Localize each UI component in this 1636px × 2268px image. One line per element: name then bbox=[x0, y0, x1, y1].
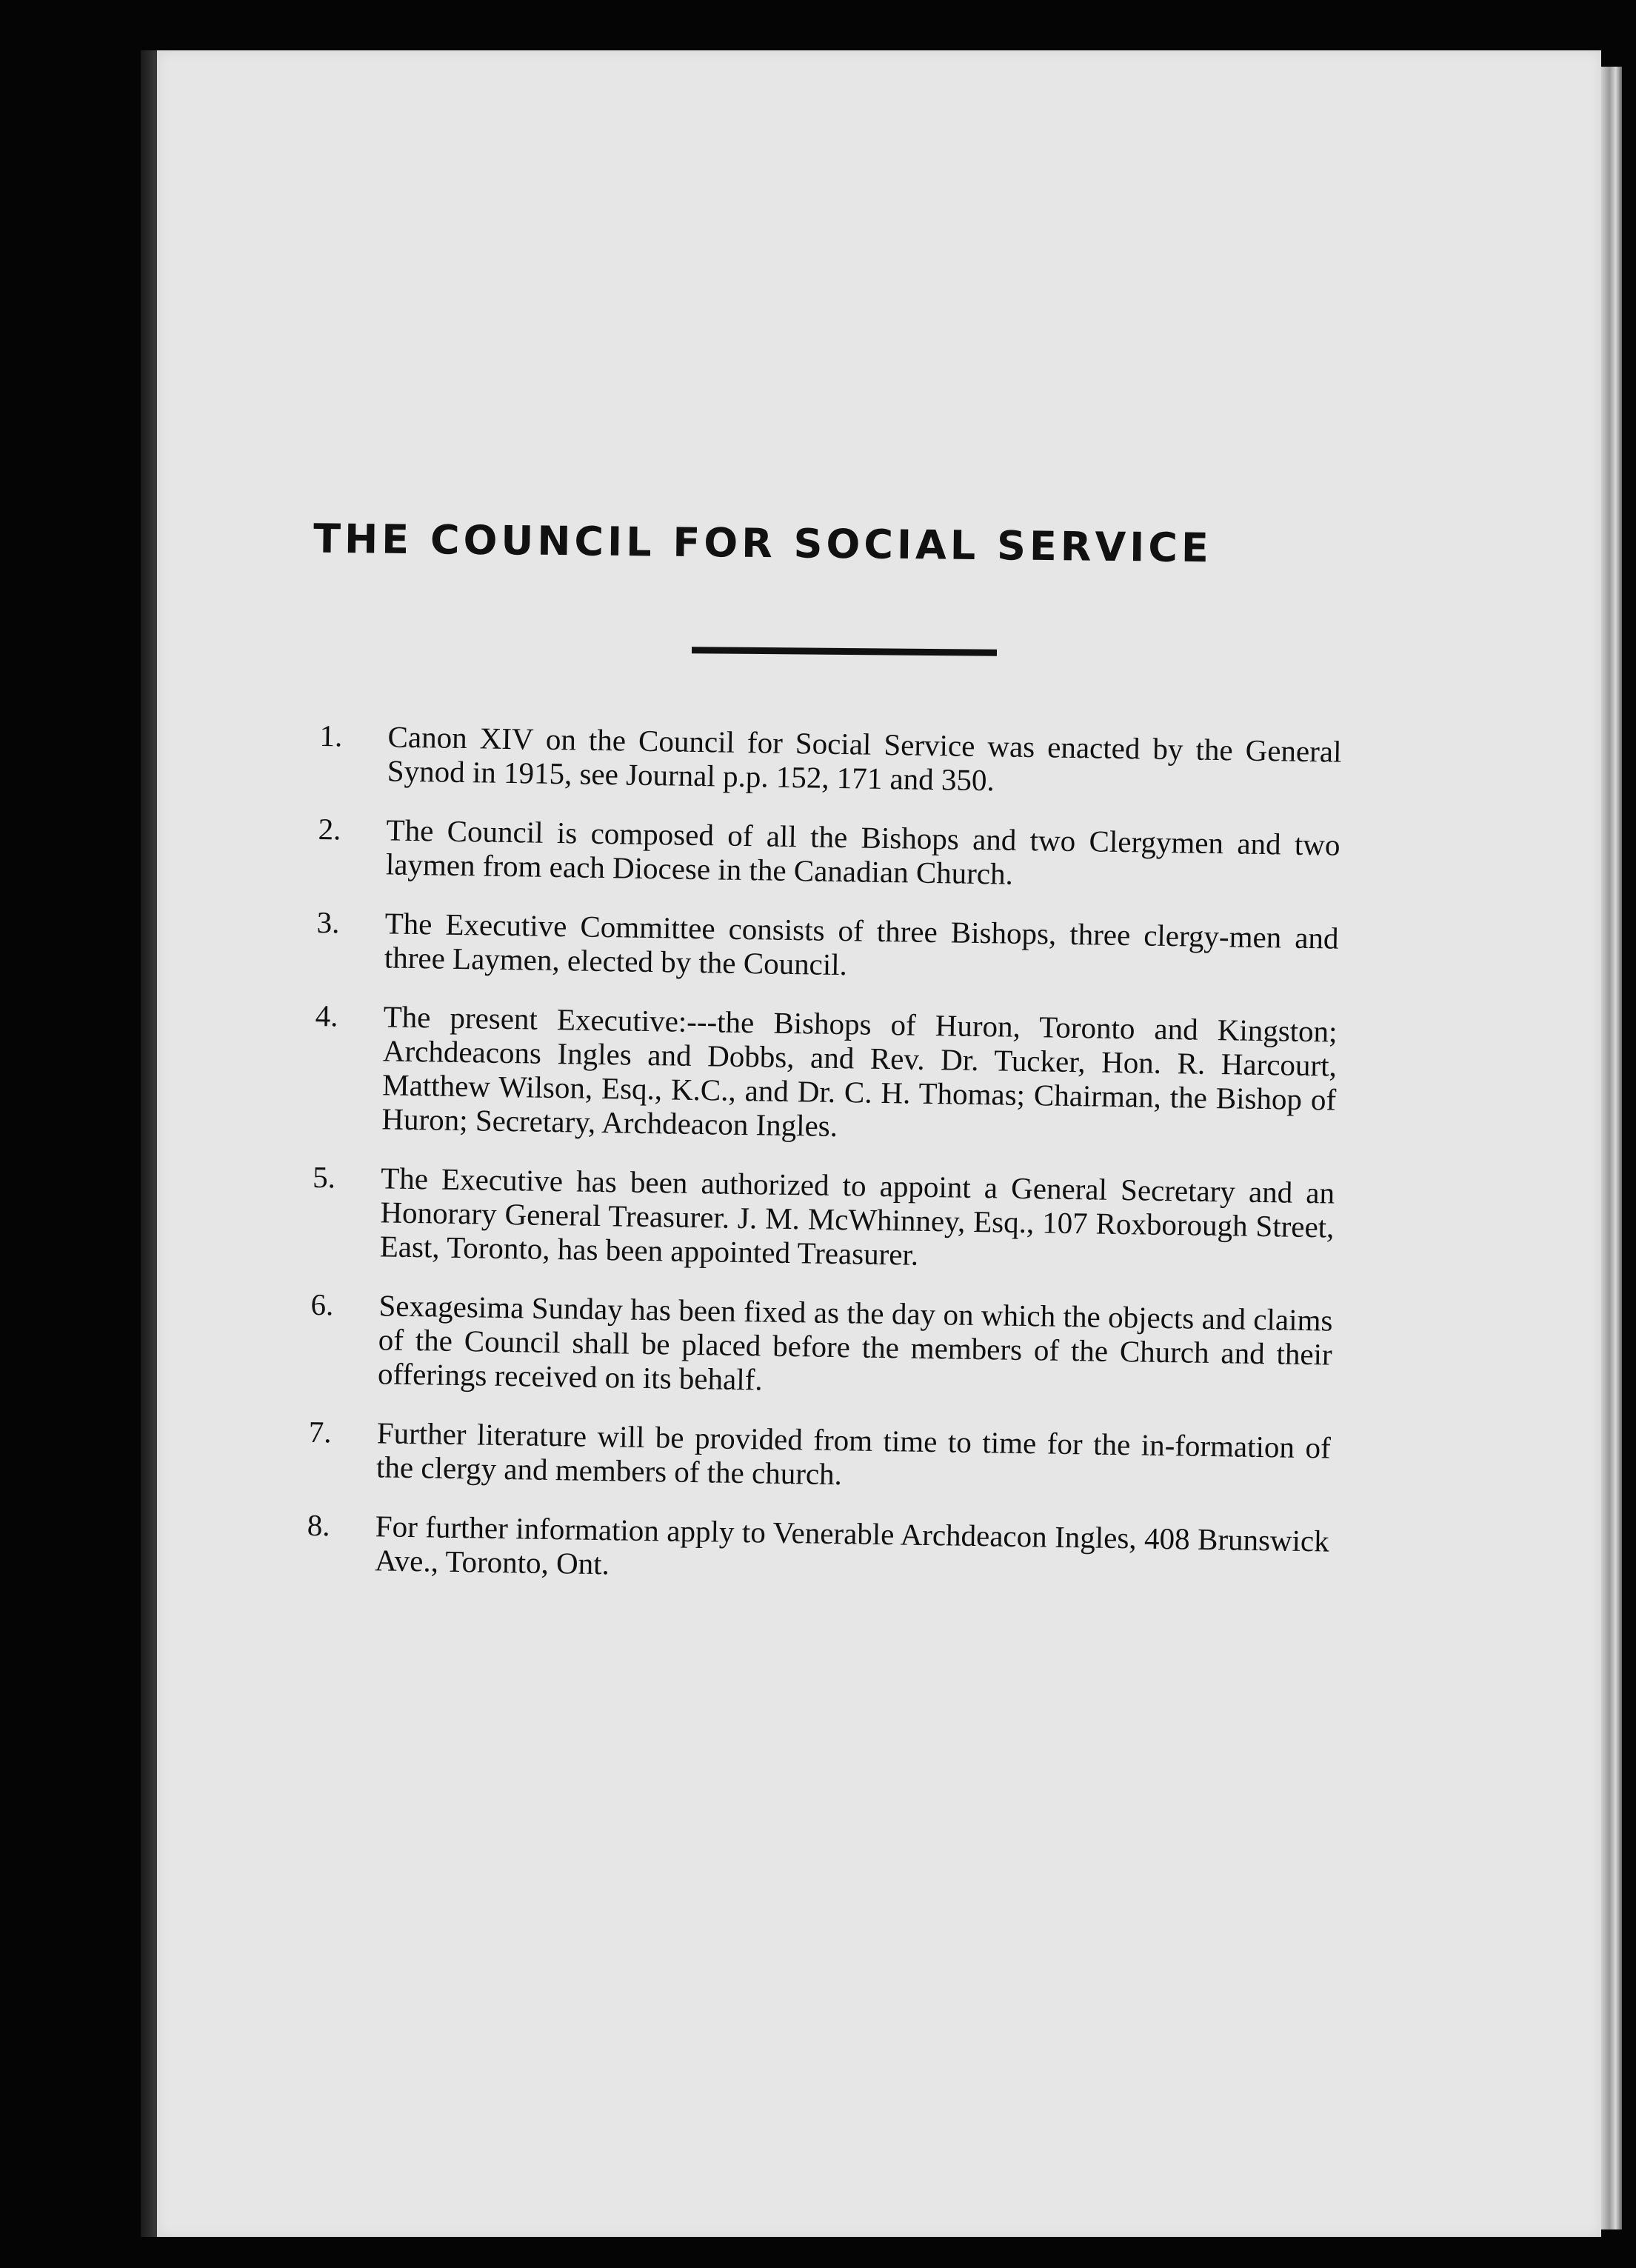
item-number: 8. bbox=[307, 1507, 331, 1543]
item-text: The Council is composed of all the Bishops and two Clergymen and two laymen from each Diocese in the Canadian Church. bbox=[385, 813, 1340, 891]
page-binding-edge bbox=[141, 50, 157, 2237]
page-right-edge bbox=[1601, 67, 1622, 2229]
item-text: Further literature will be provided from time to time for the in-formation of the clergy and members of the church. bbox=[375, 1415, 1332, 1492]
item-number: 5. bbox=[312, 1159, 336, 1195]
list-item bbox=[316, 905, 1339, 990]
item-text: For further information apply to Venerable Archdeacon Ingles, 408 Brunswick Ave., Toronto, Ont. bbox=[374, 1509, 1330, 1581]
item-number: 4. bbox=[315, 998, 338, 1033]
list-item bbox=[307, 1508, 1329, 1592]
list-item bbox=[310, 1287, 1333, 1406]
list-item bbox=[311, 1160, 1335, 1278]
item-text: Canon XIV on the Council for Social Service was enacted by the General Synod in 1915, see Journal p.p. 152, 171 and 350. bbox=[387, 719, 1342, 798]
item-number: 7. bbox=[308, 1414, 332, 1450]
item-number: 2. bbox=[318, 811, 341, 847]
page-title: THE COUNCIL FOR SOCIAL SERVICE bbox=[313, 515, 1213, 572]
item-text: Sexagesima Sunday has been fixed as the day on which the objects and claims of the Council shall be placed before the members of the Church and their offerings received on its behalf. bbox=[377, 1288, 1333, 1397]
item-text: The present Executive:---the Bishops of Huron, Toronto and Kingston; Archdeacons Ingles and Dobbs, and Rev. Dr. Tucker, Hon. R. Harcourt, Matthew Wilson, Esq., K.C., and Dr. C. H. Thomas; Chairman, the Bishop of Huron; Secretary, Archdeacon Ingles. bbox=[381, 999, 1338, 1144]
item-number: 6. bbox=[310, 1287, 334, 1322]
list-item bbox=[318, 812, 1340, 896]
item-text: The Executive Committee consists of three Bishops, three clergy-men and three Laymen, elected by the Council. bbox=[384, 906, 1339, 982]
item-number: 3. bbox=[316, 904, 340, 940]
list-item bbox=[308, 1415, 1331, 1499]
item-text: The Executive has been authorized to appoint a General Secretary and an Honorary General Treasurer. J. M. McWhinney, Esq., 107 Roxborough Street, East, Toronto, has been appointed Treasurer. bbox=[379, 1161, 1335, 1272]
list-item bbox=[313, 998, 1338, 1151]
numbered-list bbox=[306, 718, 1342, 1618]
item-number: 1. bbox=[319, 718, 343, 753]
